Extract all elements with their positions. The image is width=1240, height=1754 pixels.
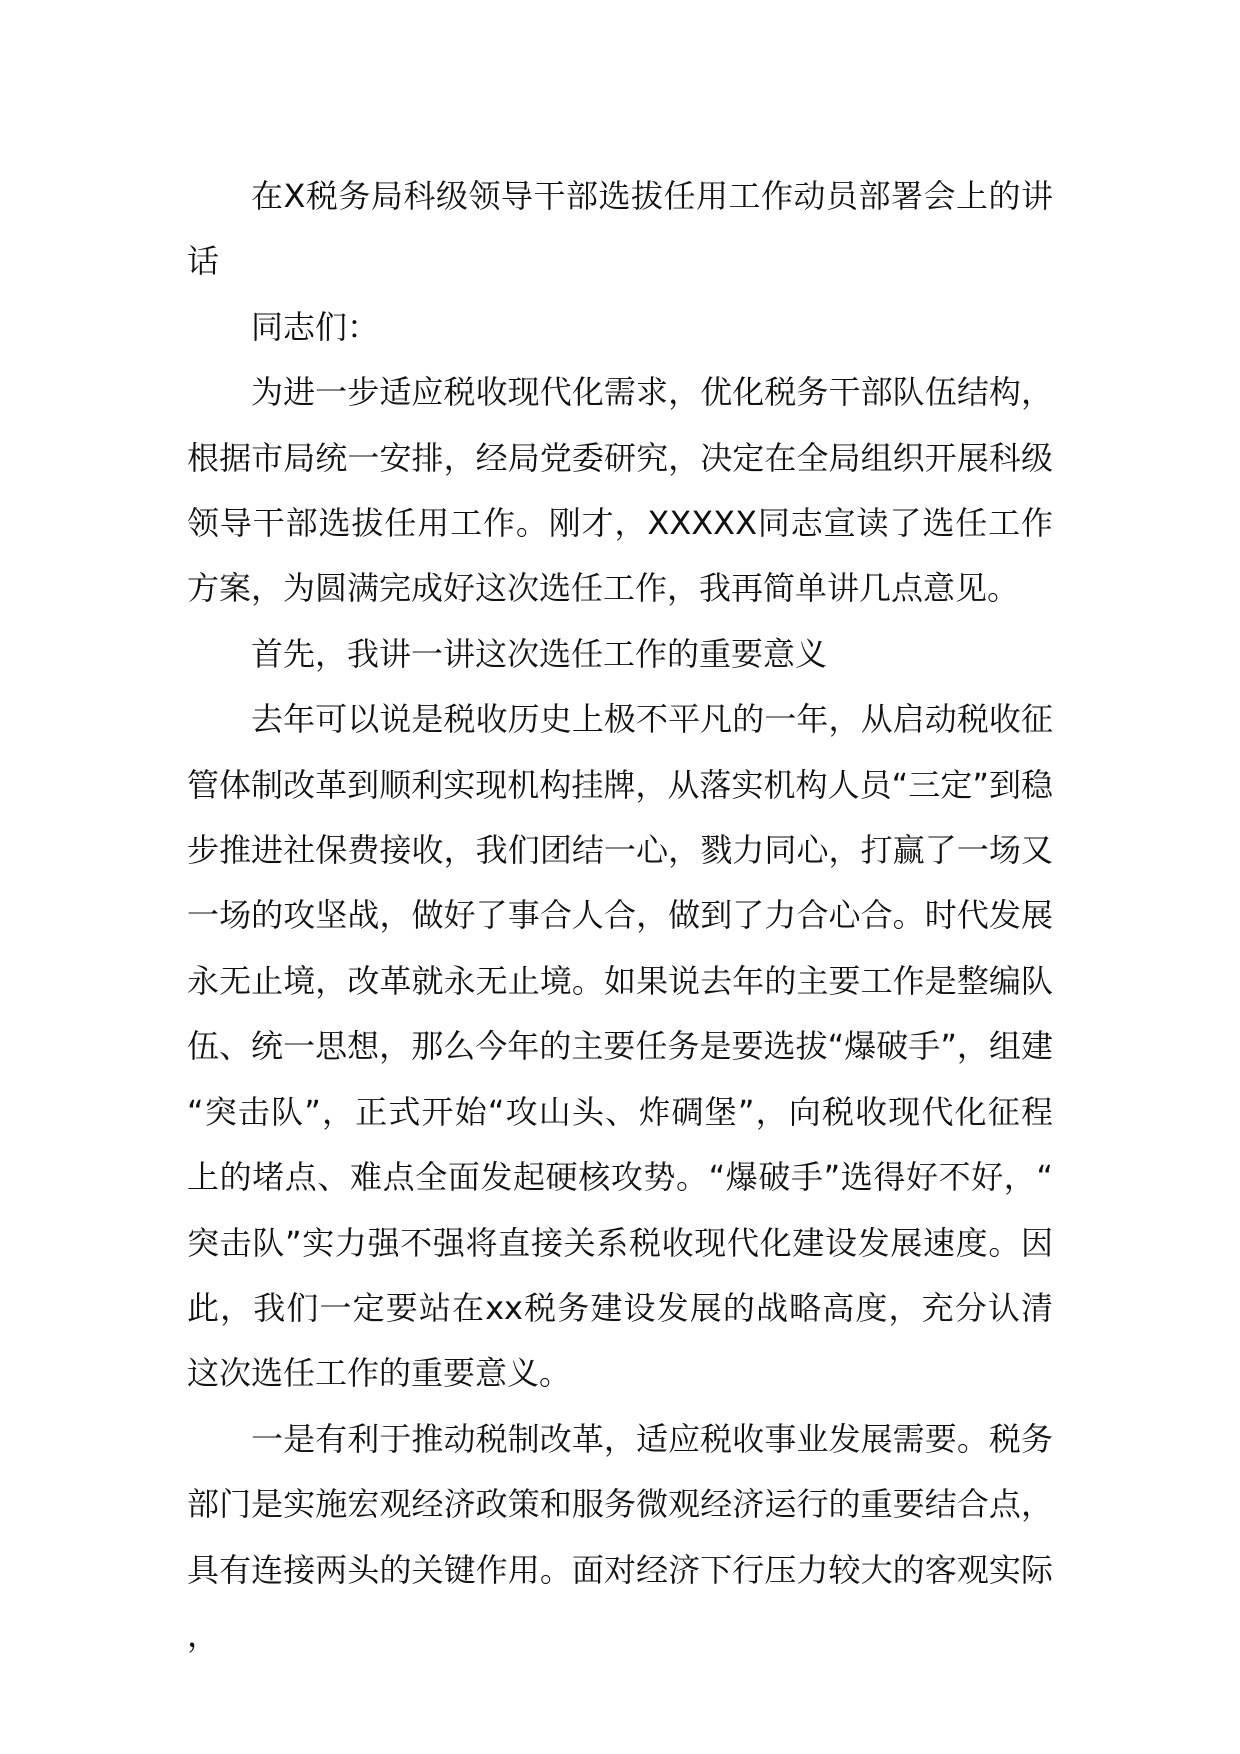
paragraph-intro: 为进一步适应税收现代化需求，优化税务干部队伍结构，根据市局统一安排，经局党委研究，决定在全局组织开展科级领导干部选拔任用工作。刚才，XXXXX同志宣读了选任工作方案，为圆满完成好这次选任工作，我再简单讲几点意见。 xyxy=(187,373,1053,608)
paragraph-point-one: 一是有利于推动税制改革，适应税收事业发展需要。税务部门是实施宏观经济政策和服务微观经济运行的重要结合点，具有连接两头的关键作用。面对经济下行压力较大的客观实际， xyxy=(187,1419,1053,1654)
paragraph-background: 去年可以说是税收历史上极不平凡的一年，从启动税收征管体制改革到顺利实现机构挂牌，从落实机构人员“三定”到稳步推进社保费接收，我们团结一心，戮力同心，打赢了一场又一场的攻坚战，做好了事合人合，做到了力合心合。时代发展永无止境，改革就永无止境。如果说去年的主要工作是整编队伍、统一思想，那么今年的主要任务是要选拔“爆破手”，组建“突击队”，正式开始“攻山头、炸碉堡”，向税收现代化征程上的堵点、难点全面发起硬核攻势。“爆破手”选得好不好，“突击队”实力强不强将直接关系税收现代化建设发展速度。因此，我们一定要站在xx税务建设发展的战略高度，充分认清这次选任工作的重要意义。 xyxy=(187,700,1053,1393)
document-title: 在X税务局科级领导干部选拔任用工作动员部署会上的讲话 xyxy=(187,177,1053,281)
salutation: 同志们： xyxy=(251,307,380,346)
section-heading: 首先，我讲一讲这次选任工作的重要意义 xyxy=(251,634,828,673)
document-body xyxy=(187,164,1053,1668)
